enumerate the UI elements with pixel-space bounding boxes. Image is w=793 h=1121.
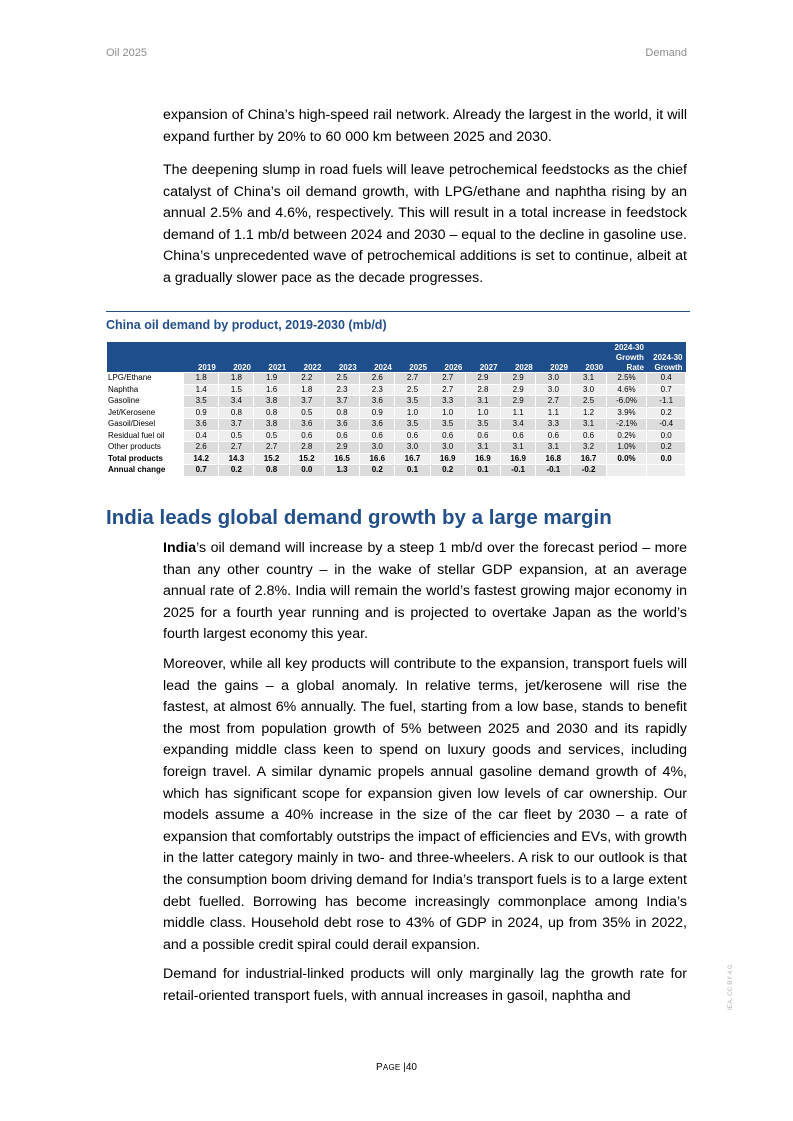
table-cell: 3.5 xyxy=(395,396,430,408)
table-cell: 2.8 xyxy=(289,442,324,454)
row-label: Naphtha xyxy=(107,384,184,396)
table-cell: 2.7 xyxy=(395,373,430,385)
growth-cell: -0.4 xyxy=(647,419,686,431)
table-cell: 1.4 xyxy=(184,384,219,396)
table-cell: 3.7 xyxy=(324,396,359,408)
table-cell: 0.8 xyxy=(219,407,254,419)
table-cell: 2.9 xyxy=(501,396,536,408)
table-cell: 16.9 xyxy=(465,453,500,465)
table-cell: 3.0 xyxy=(395,442,430,454)
year-header: 2024 xyxy=(360,362,395,373)
growth-rate-header-line-2: Growth xyxy=(606,352,647,362)
table-cell: 3.0 xyxy=(536,384,571,396)
row-label: Gasoil/Diesel xyxy=(107,419,184,431)
table-cell: 3.0 xyxy=(430,442,465,454)
growth-rate-cell: 0.0% xyxy=(606,453,647,465)
row-label: Jet/Kerosene xyxy=(107,407,184,419)
table-cell: 3.3 xyxy=(430,396,465,408)
table-cell: 0.8 xyxy=(254,407,289,419)
table-cell: 0.9 xyxy=(360,407,395,419)
table-cell: 14.3 xyxy=(219,453,254,465)
table-cell: 2.3 xyxy=(360,384,395,396)
table-cell: 0.2 xyxy=(430,465,465,477)
table-cell: 16.7 xyxy=(571,453,606,465)
table-cell: 3.1 xyxy=(465,396,500,408)
table-cell: 2.7 xyxy=(536,396,571,408)
year-header: 2021 xyxy=(254,362,289,373)
table-cell: 3.0 xyxy=(360,442,395,454)
table-row xyxy=(107,396,686,408)
table-header-spacer xyxy=(184,342,607,352)
paragraph-petrochemical-feedstocks: The deepening slump in road fuels will leave petrochemical feedstocks as the chief catalyst of China’s oil demand growth, with LPG/ethane and naphtha rising by an annual 2.5% and 4.6%, respectively. This will result in a total increase in feedstock demand of 1.1 mb/d between 2024 and 2030 – equal to the decline in gasoline use. China’s unprecedented wave of petrochemical additions is set to continue, albeit at a gradually slower pace as the decade progresses. xyxy=(163,162,687,286)
china-demand-table xyxy=(106,342,686,477)
table-top-rule xyxy=(106,311,690,312)
table-cell: 0.1 xyxy=(395,465,430,477)
growth-rate-cell: 1.0% xyxy=(606,442,647,454)
table-cell: 16.5 xyxy=(324,453,359,465)
table-cell: 2.9 xyxy=(324,442,359,454)
growth-cell: -1.1 xyxy=(647,396,686,408)
table-cell: 0.6 xyxy=(395,430,430,442)
row-label: LPG/Ethane xyxy=(107,373,184,385)
table-cell: 2.6 xyxy=(184,442,219,454)
table-cell: 0.5 xyxy=(289,407,324,419)
table-cell: 0.6 xyxy=(324,430,359,442)
page-number: 40 xyxy=(405,1062,417,1073)
table-cell: 2.5 xyxy=(571,396,606,408)
table-cell: 3.1 xyxy=(571,373,606,385)
table-cell: 1.1 xyxy=(536,407,571,419)
growth-cell: 0.4 xyxy=(647,373,686,385)
table-cell: 2.7 xyxy=(254,442,289,454)
table-cell: 0.6 xyxy=(360,430,395,442)
table-cell: 0.8 xyxy=(324,407,359,419)
table-body xyxy=(107,373,686,477)
table-cell: 0.6 xyxy=(536,430,571,442)
table-cell: 1.8 xyxy=(289,384,324,396)
table-cell: 3.4 xyxy=(501,419,536,431)
table-row xyxy=(107,407,686,419)
table-cell: 2.8 xyxy=(465,384,500,396)
paragraph-rail-network: expansion of China’s high-speed rail network. Already the largest in the world, it will expand further by 20% to 60 000 km between 2025 and 2030. xyxy=(163,107,687,145)
section-heading: India leads global demand growth by a large margin xyxy=(106,506,612,529)
growth-rate-cell: 0.2% xyxy=(606,430,647,442)
table-cell: 3.8 xyxy=(254,419,289,431)
growth-cell: 0.0 xyxy=(647,430,686,442)
row-label: Total products xyxy=(107,453,184,465)
table-cell: 3.6 xyxy=(360,396,395,408)
year-header: 2022 xyxy=(289,362,324,373)
growth-header-line-1: 2024-30 xyxy=(647,352,686,362)
paragraph-india-demand xyxy=(163,538,687,646)
table-cell: 0.6 xyxy=(501,430,536,442)
growth-rate-header-line-3: Rate xyxy=(606,362,647,373)
table-cell: 0.6 xyxy=(430,430,465,442)
table-cell: 0.5 xyxy=(254,430,289,442)
table-row xyxy=(107,465,686,477)
table-row xyxy=(107,384,686,396)
table-cell: 3.6 xyxy=(360,419,395,431)
growth-cell xyxy=(647,465,686,477)
table-header-corner xyxy=(107,352,184,362)
table-cell: 2.9 xyxy=(501,373,536,385)
table-cell: 0.8 xyxy=(254,465,289,477)
table-cell: 3.3 xyxy=(536,419,571,431)
row-label: Gasoline xyxy=(107,396,184,408)
table-cell: 15.2 xyxy=(289,453,324,465)
row-label: Other products xyxy=(107,442,184,454)
table-cell: 16.9 xyxy=(501,453,536,465)
table-cell: 1.1 xyxy=(501,407,536,419)
table-cell: 2.9 xyxy=(465,373,500,385)
table-cell: 0.2 xyxy=(219,465,254,477)
year-header: 2023 xyxy=(324,362,359,373)
growth-cell: 0.2 xyxy=(647,442,686,454)
growth-rate-cell: 4.6% xyxy=(606,384,647,396)
table-cell: 3.1 xyxy=(571,419,606,431)
table-cell: 3.1 xyxy=(465,442,500,454)
table-header-corner xyxy=(107,362,184,373)
table-cell: 3.4 xyxy=(219,396,254,408)
table-cell: 3.5 xyxy=(395,419,430,431)
year-header: 2025 xyxy=(395,362,430,373)
header-section-name: Demand xyxy=(645,47,687,59)
year-header: 2026 xyxy=(430,362,465,373)
table-cell: 1.0 xyxy=(465,407,500,419)
table-cell: 0.7 xyxy=(184,465,219,477)
table-cell: 1.9 xyxy=(254,373,289,385)
table-cell: 14.2 xyxy=(184,453,219,465)
table-cell: 0.6 xyxy=(289,430,324,442)
table-cell: 3.7 xyxy=(219,419,254,431)
table-cell: -0.1 xyxy=(501,465,536,477)
india-paragraph-text: ’s oil demand will increase by a steep 1 mb/d over the forecast period – more than any other country – in the wake of stellar GDP expansion, at an average annual rate of 2.8%. India will remain the world’s fastest growing major economy in 2025 for a fourth year running and is projected to overtake Japan as the world’s fourth largest economy this year. xyxy=(163,540,687,643)
table-row xyxy=(107,419,686,431)
table-cell: 3.8 xyxy=(254,396,289,408)
growth-rate-cell: 2.5% xyxy=(606,373,647,385)
table-cell: 1.5 xyxy=(219,384,254,396)
table-cell: 3.6 xyxy=(184,419,219,431)
growth-rate-cell: -2.1% xyxy=(606,419,647,431)
table-cell: 16.7 xyxy=(395,453,430,465)
year-header: 2020 xyxy=(219,362,254,373)
growth-header-line-2: Growth xyxy=(647,362,686,373)
growth-rate-header-line-1: 2024-30 xyxy=(606,342,647,352)
growth-rate-cell: -6.0% xyxy=(606,396,647,408)
table-row xyxy=(107,442,686,454)
table-cell: 3.0 xyxy=(571,384,606,396)
table-cell: 2.5 xyxy=(395,384,430,396)
row-label: Annual change xyxy=(107,465,184,477)
table-cell: 16.9 xyxy=(430,453,465,465)
india-lead-word: India xyxy=(163,540,197,556)
table-row xyxy=(107,430,686,442)
table-header-row-1 xyxy=(107,342,686,352)
table-cell: 0.2 xyxy=(360,465,395,477)
growth-cell: 0.2 xyxy=(647,407,686,419)
table-cell: 0.6 xyxy=(465,430,500,442)
table-cell: 3.6 xyxy=(289,419,324,431)
row-label: Residual fuel oil xyxy=(107,430,184,442)
table-cell: 2.7 xyxy=(219,442,254,454)
page-separator: | xyxy=(403,1062,406,1073)
header-report-title: Oil 2025 xyxy=(106,47,147,59)
table-cell: 2.6 xyxy=(360,373,395,385)
table-cell: 3.2 xyxy=(571,442,606,454)
table-cell: -0.2 xyxy=(571,465,606,477)
table-cell: 3.5 xyxy=(465,419,500,431)
table-cell: 1.2 xyxy=(571,407,606,419)
table-cell: 1.0 xyxy=(430,407,465,419)
growth-rate-cell: 3.9% xyxy=(606,407,647,419)
growth-cell: 0.0 xyxy=(647,453,686,465)
year-header: 2030 xyxy=(571,362,606,373)
table-cell: 2.5 xyxy=(324,373,359,385)
table-cell: 0.5 xyxy=(219,430,254,442)
table-cell: 16.8 xyxy=(536,453,571,465)
paragraph-transport-fuels: Moreover, while all key products will contribute to the expansion, transport fuels will lead the gains – a global anomaly. In relative terms, jet/kerosene will rise the fastest, at almost 6% annually. The fuel, starting from a low base, stands to benefit the most from population growth of 5% between 2025 and 2030 and its rapidly expanding middle class keen to spend on luxury goods and services, including foreign travel. A similar dynamic propels annual gasoline demand growth of 4%, which has significant scope for expansion given low levels of car ownership. Our models assume a 40% increase in the size of the car fleet by 2030 – a rate of expansion that comfortably outstrips the impact of efficiencies and EVs, with growth in the latter category mainly in two- and three-wheelers. A risk to our outlook is that the consumption boom driving demand for India’s transport fuels is to a large extent debt fuelled. Borrowing has become increasingly commonplace among India’s middle class. Household debt rose to 43% of GDP in 2024, up from 35% in 2022, and a possible credit spiral could derail expansion. xyxy=(163,656,687,953)
table-cell: -0.1 xyxy=(536,465,571,477)
table-cell: 2.9 xyxy=(501,384,536,396)
table-cell: 15.2 xyxy=(254,453,289,465)
table-header-years xyxy=(107,362,686,373)
license-note: IEA. CC BY 4.0. xyxy=(727,963,734,1010)
table-cell: 3.0 xyxy=(536,373,571,385)
table-row xyxy=(107,373,686,385)
table-cell: 1.0 xyxy=(395,407,430,419)
growth-cell: 0.7 xyxy=(647,384,686,396)
table-header-corner xyxy=(107,342,184,352)
table-cell: 3.1 xyxy=(501,442,536,454)
page-footer xyxy=(0,1062,793,1073)
year-header: 2029 xyxy=(536,362,571,373)
table-cell: 1.8 xyxy=(184,373,219,385)
table-header-spacer xyxy=(184,352,607,362)
table-cell: 2.3 xyxy=(324,384,359,396)
table-row xyxy=(107,453,686,465)
table-cell: 3.6 xyxy=(324,419,359,431)
table-cell: 0.9 xyxy=(184,407,219,419)
table-title: China oil demand by product, 2019-2030 (mb/d) xyxy=(106,318,387,332)
table-cell: 0.4 xyxy=(184,430,219,442)
table-cell: 2.7 xyxy=(430,373,465,385)
table-cell: 3.5 xyxy=(184,396,219,408)
year-header: 2028 xyxy=(501,362,536,373)
table-cell: 3.7 xyxy=(289,396,324,408)
year-header: 2019 xyxy=(184,362,219,373)
table-cell: 16.6 xyxy=(360,453,395,465)
table-cell: 1.6 xyxy=(254,384,289,396)
page-label: PAGE xyxy=(376,1062,401,1073)
table-cell: 0.6 xyxy=(571,430,606,442)
table-cell: 3.5 xyxy=(430,419,465,431)
table-cell: 0.1 xyxy=(465,465,500,477)
table-cell: 2.7 xyxy=(430,384,465,396)
table-cell: 1.8 xyxy=(219,373,254,385)
table-cell: 1.3 xyxy=(324,465,359,477)
growth-rate-cell xyxy=(606,465,647,477)
table-cell: 2.2 xyxy=(289,373,324,385)
table-cell: 3.1 xyxy=(536,442,571,454)
table-cell: 0.0 xyxy=(289,465,324,477)
growth-header-spacer xyxy=(647,342,686,352)
table-header-row-2 xyxy=(107,352,686,362)
paragraph-industrial-products: Demand for industrial-linked products will only marginally lag the growth rate for retail-oriented transport fuels, with annual increases in gasoil, naphtha and xyxy=(163,966,687,1004)
year-header: 2027 xyxy=(465,362,500,373)
